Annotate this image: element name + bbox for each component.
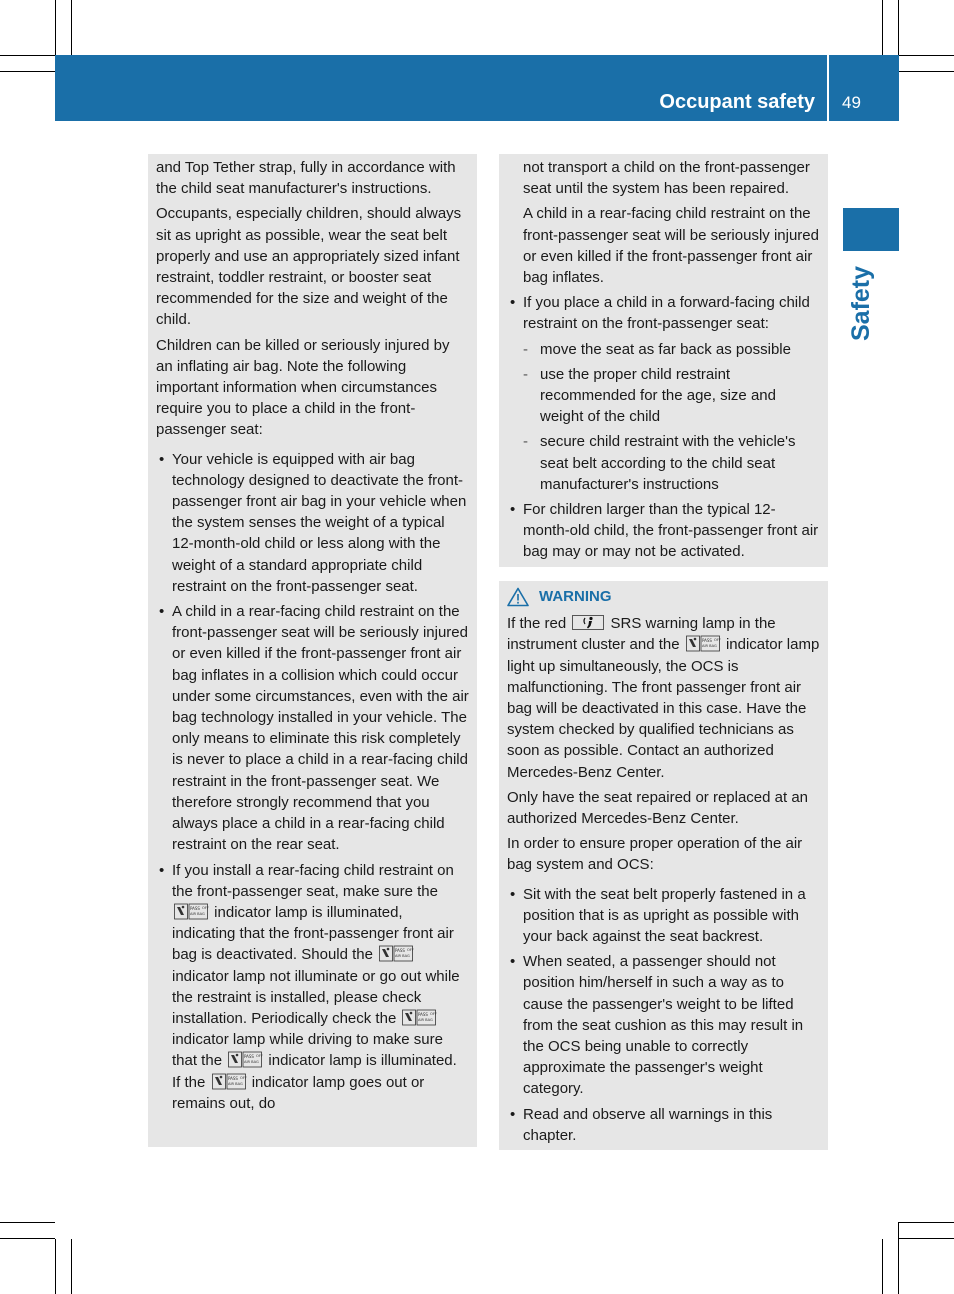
list-item: • When seated, a passenger should not position him/herself in such a way as to cause the passenger's weight to be lifted from the seat cushion as this may result in the OCS being unable to correctly approximate the passenger's weight category.: [507, 951, 820, 1099]
text: SRS warning lamp in the instrument cluster and the: [507, 615, 776, 654]
crop-mark: [0, 1238, 55, 1239]
svg-text:PASS: PASS: [244, 1054, 255, 1060]
paragraph: Children can be killed or seriously injured by an inflating air bag. Note the following important information when circumstances require you to place a child in the front-passenger seat:: [156, 336, 450, 439]
crop-mark: [899, 55, 954, 56]
sub-list-item: - use the proper child restraint recommended for the age, size and weight of the child: [523, 364, 820, 428]
pass-airbag-off-icon: [228, 1051, 262, 1068]
text: indicator lamp not illuminate or go out while the restraint is installed, please check installation. Periodically check the: [172, 967, 460, 1027]
svg-text:OFF: OFF: [407, 948, 415, 953]
text: indicator lamp is illuminated, indicating that the front-passenger front air bag is deactivated. Should the: [172, 903, 454, 964]
list-item: • A child in a rear-facing child restraint on the front-passenger seat will be seriously injured or even killed if the front-passenger front air bag inflates in a collision which could occur under some circumstances, even with the air bag technology installed in your vehicle. The only means to eliminate this risk completely is never to place a child in a rear-facing child restraint in the front-passenger seat. We therefore strongly recommend that you always place a child in a rear-facing child restraint on the rear seat.: [156, 601, 469, 855]
paragraph: Only have the seat repaired or replaced at an authorized Mercedes-Benz Center.: [507, 788, 809, 828]
crop-mark: [882, 1239, 883, 1294]
page-number: 49: [842, 93, 861, 112]
crop-mark: [898, 1222, 899, 1294]
header-divider: [827, 55, 829, 121]
svg-text:AIR BAG: AIR BAG: [227, 1081, 243, 1086]
text: indicator lamp while driving to make sure that the: [172, 1031, 443, 1070]
svg-text:PASS: PASS: [227, 1075, 238, 1081]
left-panel: [148, 154, 477, 1147]
text: indicator lamp goes out or remains out, do: [172, 1073, 425, 1112]
sub-list-item: - secure child restraint with the vehicle's seat belt according to the child seat manufacturer's instructions: [523, 431, 820, 495]
pass-airbag-off-icon: [686, 635, 720, 652]
side-tab: [843, 208, 899, 251]
warning-title: WARNING: [539, 588, 612, 605]
crop-mark: [899, 1222, 954, 1223]
warning-heading: [507, 586, 820, 607]
crop-mark: [71, 1239, 72, 1294]
crop-mark: [55, 0, 56, 55]
srs-warning-lamp-icon: [572, 615, 604, 630]
svg-text:OFF: OFF: [430, 1011, 438, 1016]
paragraph: A child in a rear-facing child restraint on the front-passenger seat will be seriously injured or even killed if the front-passenger front air bag inflates.: [523, 205, 819, 287]
pass-airbag-off-icon: [379, 945, 413, 962]
paragraph: and Top Tether strap, fully in accordance with the child seat manufacturer's instructions.: [156, 159, 456, 198]
warning-panel: [499, 581, 828, 1150]
svg-text:OFF: OFF: [256, 1054, 264, 1059]
crop-mark: [71, 0, 72, 55]
crop-mark: [882, 0, 883, 55]
svg-text:AIR BAG: AIR BAG: [244, 1060, 260, 1065]
right-top-panel: [499, 154, 828, 567]
warning-triangle-icon: [507, 587, 529, 607]
svg-text:AIR BAG: AIR BAG: [395, 954, 410, 959]
list-item: • Read and observe all warnings in this chapter.: [507, 1104, 820, 1146]
pass-airbag-off-icon: [212, 1073, 246, 1090]
crop-mark: [899, 71, 954, 72]
svg-text:PASS: PASS: [395, 948, 406, 954]
header-bar: [55, 55, 899, 121]
svg-text:AIR BAG: AIR BAG: [701, 644, 717, 649]
crop-mark: [899, 1238, 954, 1239]
sub-list-item: - move the seat as far back as possible: [523, 339, 820, 360]
list-item: [156, 860, 469, 1114]
text: If the red: [507, 615, 567, 633]
list-item: • Your vehicle is equipped with air bag technology designed to deactivate the front-passenger front air bag in your vehicle when the system senses the weight of a typical 12-month-old child or less along with the weight of a standard appropriate child restraint on the front-passenger seat.: [156, 449, 469, 597]
side-tab-label: Safety: [847, 265, 875, 341]
crop-mark: [0, 1222, 55, 1223]
crop-mark: [898, 0, 899, 55]
crop-mark: [55, 1239, 56, 1294]
svg-text:PASS: PASS: [701, 638, 712, 644]
svg-text:OFF: OFF: [239, 1075, 247, 1080]
paragraph: [507, 613, 820, 783]
list-item: • If you place a child in a forward-facing child restraint on the front-passenger seat:: [507, 292, 820, 334]
paragraph: not transport a child on the front-passenger seat until the system has been repaired.: [523, 159, 810, 198]
text: If you install a rear-facing child restraint on the front-passenger seat, make sure the: [172, 861, 454, 900]
paragraph: Occupants, especially children, should always sit as upright as possible, wear the seat belt properly and use an appropriately sized infant restraint, toddler restraint, or booster seat recommended for the size and weight of the child.: [156, 205, 462, 329]
svg-text:AIR BAG: AIR BAG: [190, 911, 205, 916]
svg-text:PASS: PASS: [190, 905, 200, 911]
text: indicator lamp is illuminated. If the: [172, 1052, 457, 1091]
text: indicator lamp light up simultaneously, the OCS is malfunctioning. The front passenger front air bag will be deactivated in this case. Have the system checked by qualified technicians as soon as possible. Contact an authorized Mercedes-Benz Center.: [507, 636, 820, 781]
pass-airbag-off-icon: [174, 903, 208, 920]
crop-mark: [0, 55, 55, 56]
svg-text:OFF: OFF: [202, 905, 209, 910]
svg-text:OFF: OFF: [713, 638, 721, 643]
svg-text:PASS: PASS: [418, 1011, 429, 1017]
section-title: Occupant safety: [659, 91, 815, 113]
list-item: • For children larger than the typical 12-month-old child, the front-passenger front air bag may or may not be activated.: [507, 499, 820, 563]
crop-mark: [0, 71, 55, 72]
paragraph: In order to ensure proper operation of the air bag system and OCS:: [507, 835, 803, 874]
list-item: • Sit with the seat belt properly fastened in a position that is as upright as possible with your back against the seat backrest.: [507, 884, 820, 948]
pass-airbag-off-icon: [402, 1009, 436, 1026]
svg-text:AIR BAG: AIR BAG: [418, 1017, 434, 1022]
